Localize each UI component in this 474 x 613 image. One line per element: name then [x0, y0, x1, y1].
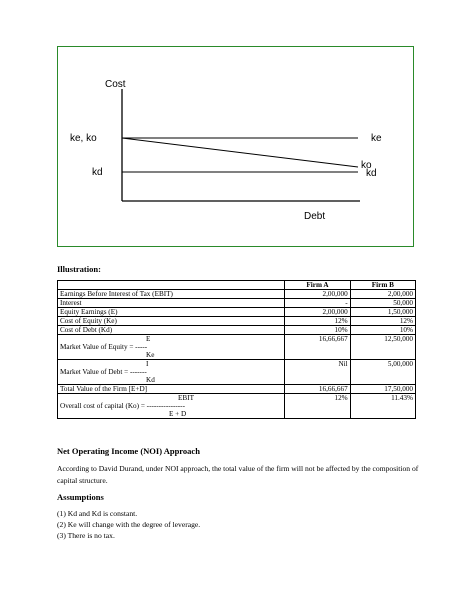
illustration-table [57, 280, 416, 419]
list-item: (3) There is no tax. [57, 531, 115, 540]
table-header-blank [58, 281, 285, 290]
firm-a-value: 16,66,667 [285, 385, 350, 394]
assumptions-list [57, 508, 200, 541]
ko-right-label: ko [361, 160, 372, 171]
table-row-mv-equity [58, 335, 416, 360]
firm-b-value: 12% [350, 317, 415, 326]
table-row-total-value [58, 385, 416, 394]
firm-a-value: 10% [285, 326, 350, 335]
table-row [58, 299, 416, 308]
formula-line: Overall cost of capital (Ko) = ---------------- [60, 402, 185, 410]
table-row [58, 326, 416, 335]
firm-a-value: 16,66,667 [285, 335, 350, 360]
formula-denominator: E + D [169, 410, 187, 418]
firm-b-value: 50,000 [350, 299, 415, 308]
firm-b-value: 17,50,000 [350, 385, 415, 394]
cost-label: Cost [105, 79, 126, 90]
firm-b-value: 2,00,000 [350, 290, 415, 299]
firm-a-value: Nil [285, 360, 350, 385]
table-row-mv-debt [58, 360, 416, 385]
firm-b-value: 12,50,000 [350, 335, 415, 360]
formula-numerator: EBIT [178, 394, 194, 402]
row-label: Cost of Equity (Ke) [58, 317, 285, 326]
table-header-firm-a: Firm A [285, 281, 350, 290]
table-row [58, 317, 416, 326]
cost-graph-svg [58, 47, 415, 248]
cost-graph [57, 46, 414, 247]
firm-b-value: 1,50,000 [350, 308, 415, 317]
row-label: Cost of Debt (Kd) [58, 326, 285, 335]
formula-denominator: Kd [146, 376, 155, 384]
formula-numerator: E [146, 335, 151, 343]
table-row-overall-cost [58, 394, 416, 419]
row-label: Equity Earnings (E) [58, 308, 285, 317]
noi-heading: Net Operating Income (NOI) Approach [57, 446, 200, 456]
list-item: (1) Kd and Kd is constant. [57, 509, 138, 518]
formula-line: Market Value of Equity = ----- [60, 343, 148, 351]
firm-b-value: 10% [350, 326, 415, 335]
firm-a-value: 2,00,000 [285, 308, 350, 317]
kd-label: kd [92, 167, 103, 178]
overall-cost-formula [58, 394, 285, 419]
row-label: Earnings Before Interest of Tax (EBIT) [58, 290, 285, 299]
table-row [58, 308, 416, 317]
ko-line [122, 138, 358, 167]
ke-ko-label: ke, ko [70, 133, 97, 144]
firm-a-value: 2,00,000 [285, 290, 350, 299]
firm-a-value: 12% [285, 317, 350, 326]
illustration-heading: Illustration: [57, 264, 101, 274]
table-header-firm-b: Firm B [350, 281, 415, 290]
debt-label: Debt [304, 211, 326, 222]
mv-debt-formula [58, 360, 285, 385]
firm-a-value: - [285, 299, 350, 308]
assumptions-heading: Assumptions [57, 492, 104, 502]
kd-right-label: kd [366, 168, 377, 179]
firm-b-value: 5,00,000 [350, 360, 415, 385]
formula-numerator: I [146, 360, 149, 368]
table-header-row [58, 281, 416, 290]
ke-right-label: ke [371, 133, 382, 144]
formula-line: Market Value of Debt = ------- [60, 368, 147, 376]
firm-b-value: 11.43% [350, 394, 415, 419]
table-row [58, 290, 416, 299]
formula-denominator: Ke [146, 351, 155, 359]
row-label: Interest [58, 299, 285, 308]
firm-a-value: 12% [285, 394, 350, 419]
mv-equity-formula [58, 335, 285, 360]
noi-paragraph: According to David Durand, under NOI approach, the total value of the firm will not be affected by the composition of capital structure. [57, 464, 419, 485]
list-item: (2) Ke will change with the degree of leverage. [57, 520, 201, 529]
row-label: Total Value of the Firm [E+D] [58, 385, 285, 394]
